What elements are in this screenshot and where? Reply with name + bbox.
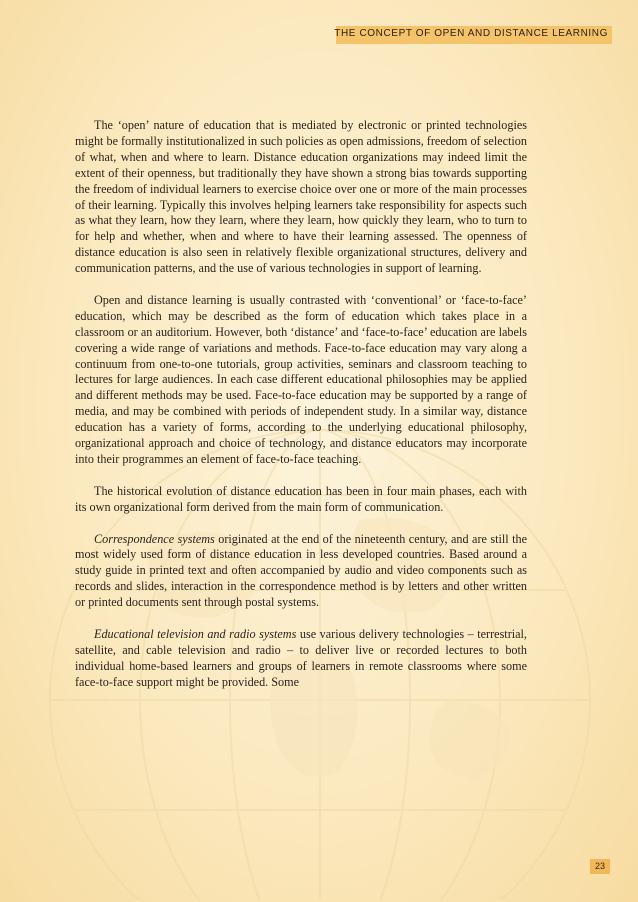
paragraph-face-to-face: Open and distance learning is usually contrasted with ‘conventional’ or ‘face-to-face’ education, which may be described as the form of education which takes place in a classroom or an auditorium. However, both ‘distance’ and ‘face-to-face’ education are labels covering a wide range of variations and methods. Face-to-face education may vary along a continuum from one-to-one tutorials, group activities, seminars and classroom teaching to lectures for large audiences. In each case different educational philosophies may be applied and different methods may be used. Face-to-face education may be supported by a range of media, and may be combined with periods of independent study. In a similar way, distance education has a variety of forms, according to the underlying educational philosophy, organizational approach and choice of technology, and distance educators may incorporate into their programmes an element of face-to-face teaching.: [75, 292, 527, 467]
page-number: 23: [590, 859, 610, 874]
paragraph-television-radio: Educational television and radio systems use various delivery technologies – terrestrial, satellite, and cable television and radio – to deliver live or recorded lectures to both individual home-based learners and groups of learners in remote classrooms where some face-to-face support might be provided. Some: [75, 626, 527, 689]
paragraph-open-nature: The ‘open’ nature of education that is mediated by electronic or printed technologies might be formally institutionalized in such policies as open admissions, freedom of selection of what, when and where to learn. Distance education organizations may indeed limit the extent of their openness, but traditionally they have shown a strong bias towards supporting the freedom of individual learners to exercise choice over one or more of the main processes of their learning. Typically this involves helping learners take responsibility for aspects such as what they learn, how they learn, where they learn, how quickly they learn, who to turn to for help and whether, when and where to have their learning assessed. The openness of distance education is also seen in relatively flexible organizational structures, delivery and communication patterns, and the use of various technologies in support of learning.: [75, 118, 527, 276]
paragraph-historical-evolution: The historical evolution of distance education has been in four main phases, each with its own organizational form derived from the main form of communication.: [75, 483, 527, 514]
running-header: THE CONCEPT OF OPEN AND DISTANCE LEARNING: [334, 28, 608, 39]
body-text: [75, 118, 527, 706]
paragraph-correspondence-systems: Correspondence systems originated at the end of the nineteenth century, and are still the most widely used form of distance education in less developed countries. Based around a study guide in printed text and often accompanied by audio and video components such as records and slides, interaction in the correspondence method is by letters and other written or printed documents sent through postal systems.: [75, 531, 527, 610]
